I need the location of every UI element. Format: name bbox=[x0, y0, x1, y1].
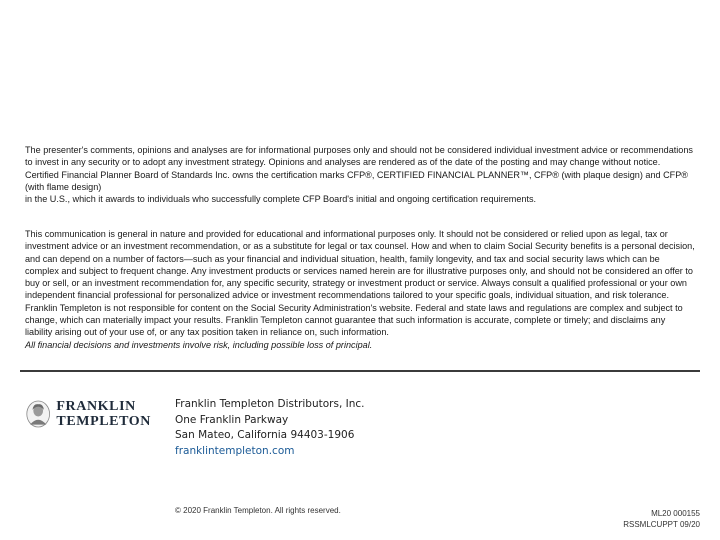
risk-disclaimer-text: All financial decisions and investments involve risk, including possible loss of principal. bbox=[25, 339, 373, 350]
city-address: San Mateo, California 94403-1906 bbox=[175, 429, 355, 441]
presenter-opinion-text: The presenter's comments, opinions and analyses are for informational purposes only and should not be considered individual investment advice or recommendations to invest in any security or to adopt any investment strategy. Opinions and analyses are rendered as of the date of the posting and may change without notice. bbox=[25, 145, 693, 168]
franklin-portrait-icon bbox=[26, 397, 50, 431]
cfp-certification-continued-text: in the U.S., which it awards to individuals who successfully complete CFP Board's initial and ongoing certification requirements. bbox=[25, 194, 537, 205]
logo-word-franklin: FRANKLIN bbox=[56, 399, 136, 414]
cfp-certification-text: Certified Financial Planner Board of Standards Inc. owns the certification marks CFP®, CERTIFIED FINANCIAL PLANNER™, CFP® (with plaque design) and CFP® (with flame design) bbox=[25, 169, 688, 192]
street-address: One Franklin Parkway bbox=[175, 413, 289, 426]
logo-word-templeton: TEMPLETON bbox=[56, 414, 151, 429]
company-address bbox=[175, 397, 365, 459]
document-code-2: RSSMLCUPPT 09/20 bbox=[623, 520, 700, 529]
presenter-disclaimer bbox=[25, 144, 695, 205]
logo-wordmark bbox=[56, 399, 151, 429]
franklin-templeton-logo bbox=[26, 396, 151, 432]
general-disclaimer-text: This communication is general in nature and provided for educational and informational purposes only. It should not be considered or relied upon as legal, tax or investment advice or an investment recommendation, or as a substitute for legal or tax counsel. How and when to claim Social Security benefits is a personal decision, and can depend on a number of factors—such as your financial and individual situation, health, family longevity, and tax and social security laws which can be complex and subject to frequent change. Any investment products or services named herein are for illustrative purposes only, and should not be considered an offer to buy or sell, or an investment recommendation for, any specific security, strategy or investment product or service. Always consult a qualified professional or your own independent financial professional for personalized advice or investment recommendations tailored to your specific goals, individual situation, and risk tolerance. Franklin Templeton is not responsible for content on the Social Security Administration's website. Federal and state laws and regulations are complex and subject to change, which can materially impact your results. Franklin Templeton cannot guarantee that such information is accurate, complete or timely; and disclaims any liability arising out of your use of, or any tax position taken in reliance on, such information. bbox=[25, 229, 695, 338]
general-disclaimer bbox=[25, 228, 695, 351]
website-link[interactable]: franklintempleton.com bbox=[175, 444, 295, 457]
document-codes bbox=[623, 508, 700, 530]
section-divider bbox=[20, 370, 700, 372]
copyright-text: © 2020 Franklin Templeton. All rights reserved. bbox=[175, 506, 341, 515]
company-name: Franklin Templeton Distributors, Inc. bbox=[175, 398, 365, 410]
document-code-1: ML20 000155 bbox=[651, 509, 700, 518]
